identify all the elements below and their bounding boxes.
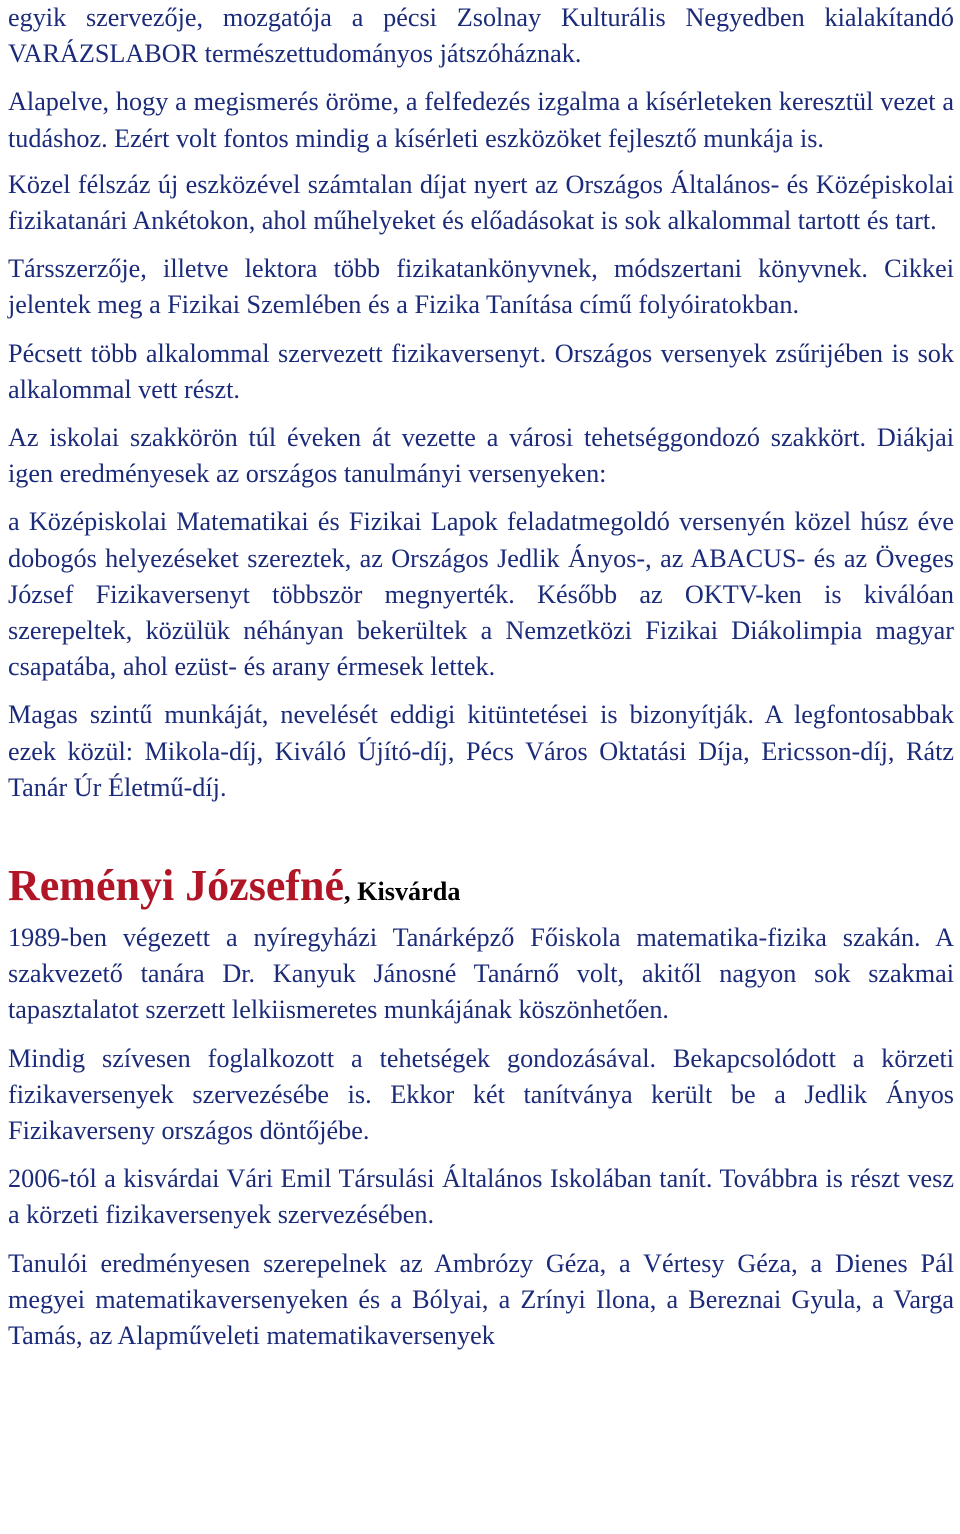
paragraph: a Középiskolai Matematikai és Fizikai Lapok feladatmegoldó versenyén közel húsz éve dobogós helyezéseket szereztek, az Országos Jedlik Ányos-, az ABACUS- és az Öveges József Fizikaversenyt többször megnyerték. Később az OKTV-ken is kiválóan szerepeltek, közülük néhányan bekerültek a Nemzetközi Fizikai Diákolimpia magyar csapatába, ahol ezüst- és arany érmesek lettek. bbox=[8, 507, 954, 682]
paragraph: Alapelve, hogy a megismerés öröme, a felfedezés izgalma a kísérleteken keresztül vezet a tudáshoz. Ezért volt fontos mindig a kísérleti eszközöket fejlesztő munkája is. bbox=[8, 87, 954, 153]
person-heading bbox=[8, 854, 954, 924]
paragraph: egyik szervezője, mozgatója a pécsi Zsolnay Kulturális Negyedben kialakítandó VARÁZSLABOR természettudományos játszóháznak. bbox=[8, 3, 954, 69]
person-city: , Kisvárda bbox=[344, 877, 461, 907]
paragraph: Magas szintű munkáját, nevelését eddigi kitüntetései is bizonyítják. A legfontosabbak ezek közül: Mikola-díj, Kiváló Újító-díj, Pécs Város Oktatási Díja, Ericsson-díj, Rátz Tanár Úr Életmű-díj. bbox=[8, 700, 954, 802]
paragraph: Társszerzője, illetve lektora több fizikatankönyvnek, módszertani könyvnek. Cikkei jelentek meg a Fizikai Szemlében és a Fizika Tanítása című folyóiratokban. bbox=[8, 254, 954, 320]
paragraph: Pécsett több alkalommal szervezett fizikaversenyt. Országos versenyek zsűrijében is sok alkalommal vett részt. bbox=[8, 338, 954, 404]
paragraph: Közel félszáz új eszközével számtalan díjat nyert az Országos Általános- és Középiskolai fizikatanári Ankétokon, ahol műhelyeket és előadásokat is sok alkalommal tartott és tart. bbox=[8, 169, 954, 236]
paragraph: Az iskolai szakkörön túl éveken át vezette a városi tehetséggondozó szakkört. Diákjai igen eredményesek az országos tanulmányi versenyeken: bbox=[8, 423, 954, 489]
paragraph: 1989-ben végezett a nyíregyházi Tanárképző Főiskola matematika-fizika szakán. A szakvezető tanára Dr. Kanyuk Jánosné Tanárnő volt, akitől nagyon sok szakmai tapasztalatot szerzett lelkiismeretes munkájának köszönhetően. bbox=[8, 923, 954, 1025]
document-page bbox=[8, 0, 954, 1354]
person-name: Reményi Józsefné bbox=[8, 861, 345, 911]
paragraph: Mindig szívesen foglalkozott a tehetségek gondozásával. Bekapcsolódott a körzeti fizikaversenyek szervezésébe is. Ekkor két tanítványa került be a Jedlik Ányos Fizikaverseny országos döntőjébe. bbox=[8, 1043, 954, 1146]
paragraph: 2006-tól a kisvárdai Vári Emil Társulási Általános Iskolában tanít. Továbbra is részt vesz a körzeti fizikaversenyek szervezésében. bbox=[8, 1164, 954, 1230]
paragraph: Tanulói eredményesen szerepelnek az Ambrózy Géza, a Vértesy Géza, a Dienes Pál megyei matematikaversenyeken és a Bólyai, a Zrínyi Ilona, a Bereznai Gyula, a Varga Tamás, az Alapműveleti matematikaversenyek bbox=[8, 1248, 954, 1351]
